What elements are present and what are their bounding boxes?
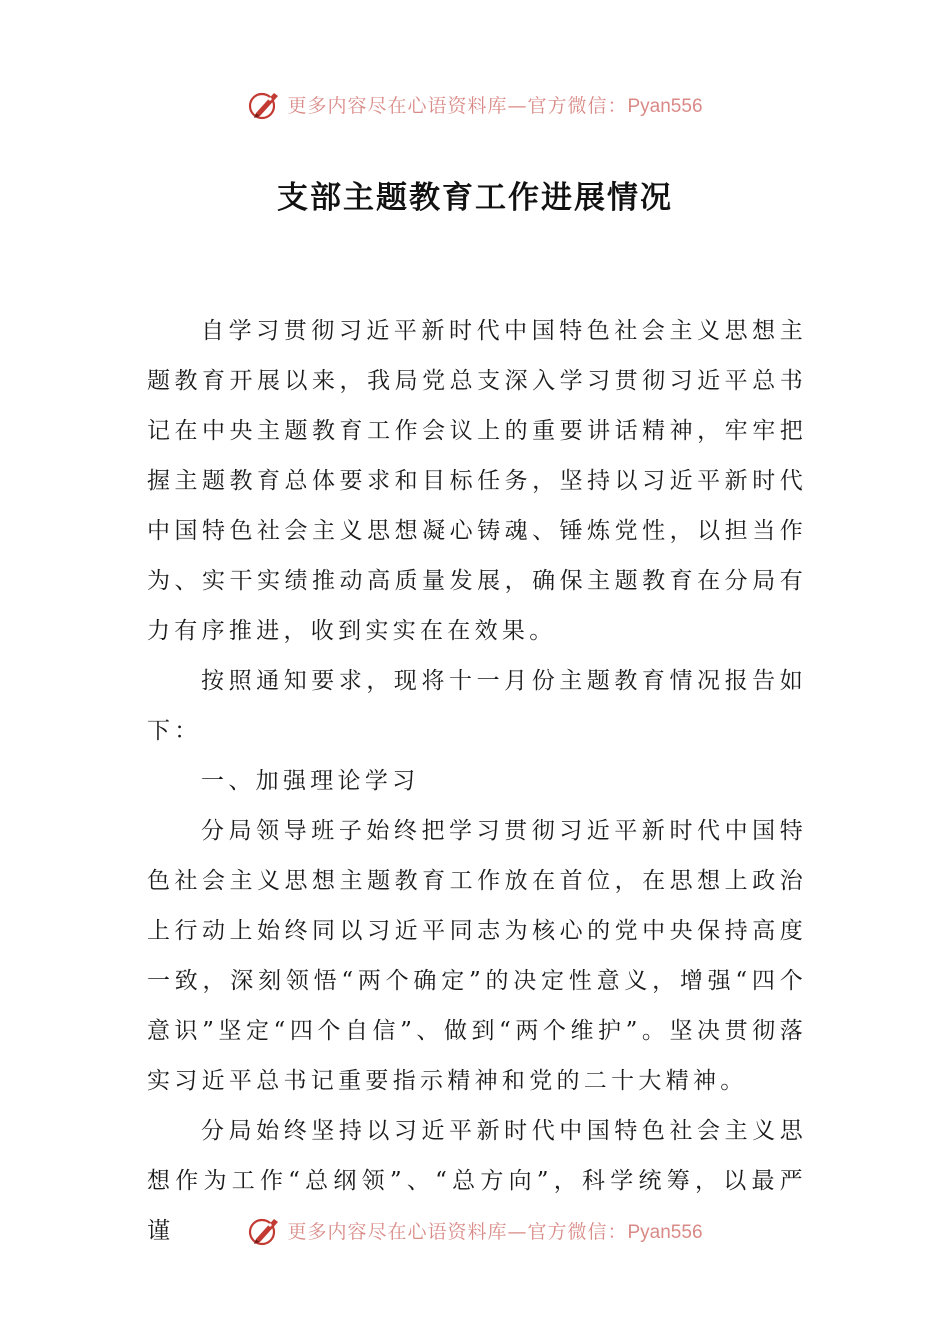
pen-nib-logo-icon: [247, 87, 281, 121]
watermark-banner-bottom: [0, 1208, 950, 1252]
watermark-banner-top: [0, 82, 950, 126]
paragraph-leadership: 分局领导班子始终把学习贯彻习近平新时代中国特色社会主义思想主题教育工作放在首位，在思想上政治上行动上始终同以习近平同志为核心的党中央保持高度一致，深刻领悟“两个确定”的决定性意义，增强“四个意识”坚定“四个自信”、做到“两个维护”。坚决贯彻落实习近平总书记重要指示精神和党的二十大精神。: [147, 818, 807, 1094]
paragraph-guidance: 分局始终坚持以习近平新时代中国特色社会主义思想作为工作“总纲领”、“总方向”，科学统筹，以最严谨: [147, 1118, 807, 1244]
watermark-text: 更多内容尽在心语资料库—官方微信：Pyan556: [287, 94, 703, 117]
paragraph-report-notice: 按照通知要求，现将十一月份主题教育情况报告如下：: [147, 668, 807, 744]
wechat-id: Pyan556: [627, 1221, 703, 1243]
document-title: 支部主题教育工作进展情况: [277, 180, 673, 216]
wechat-id: Pyan556: [627, 95, 703, 117]
document-body: [147, 306, 807, 1256]
section-heading-1: 一、加强理论学习: [201, 768, 420, 794]
watermark-text: 更多内容尽在心语资料库—官方微信：Pyan556: [287, 1220, 703, 1243]
pen-nib-logo-icon: [247, 1213, 281, 1247]
paragraph-intro: 自学习贯彻习近平新时代中国特色社会主义思想主题教育开展以来，我局党总支深入学习贯彻习近平总书记在中央主题教育工作会议上的重要讲话精神，牢牢把握主题教育总体要求和目标任务，坚持以习近平新时代中国特色社会主义思想凝心铸魂、锤炼党性，以担当作为、实干实绩推动高质量发展，确保主题教育在分局有力有序推进，收到实实在在效果。: [147, 318, 807, 644]
